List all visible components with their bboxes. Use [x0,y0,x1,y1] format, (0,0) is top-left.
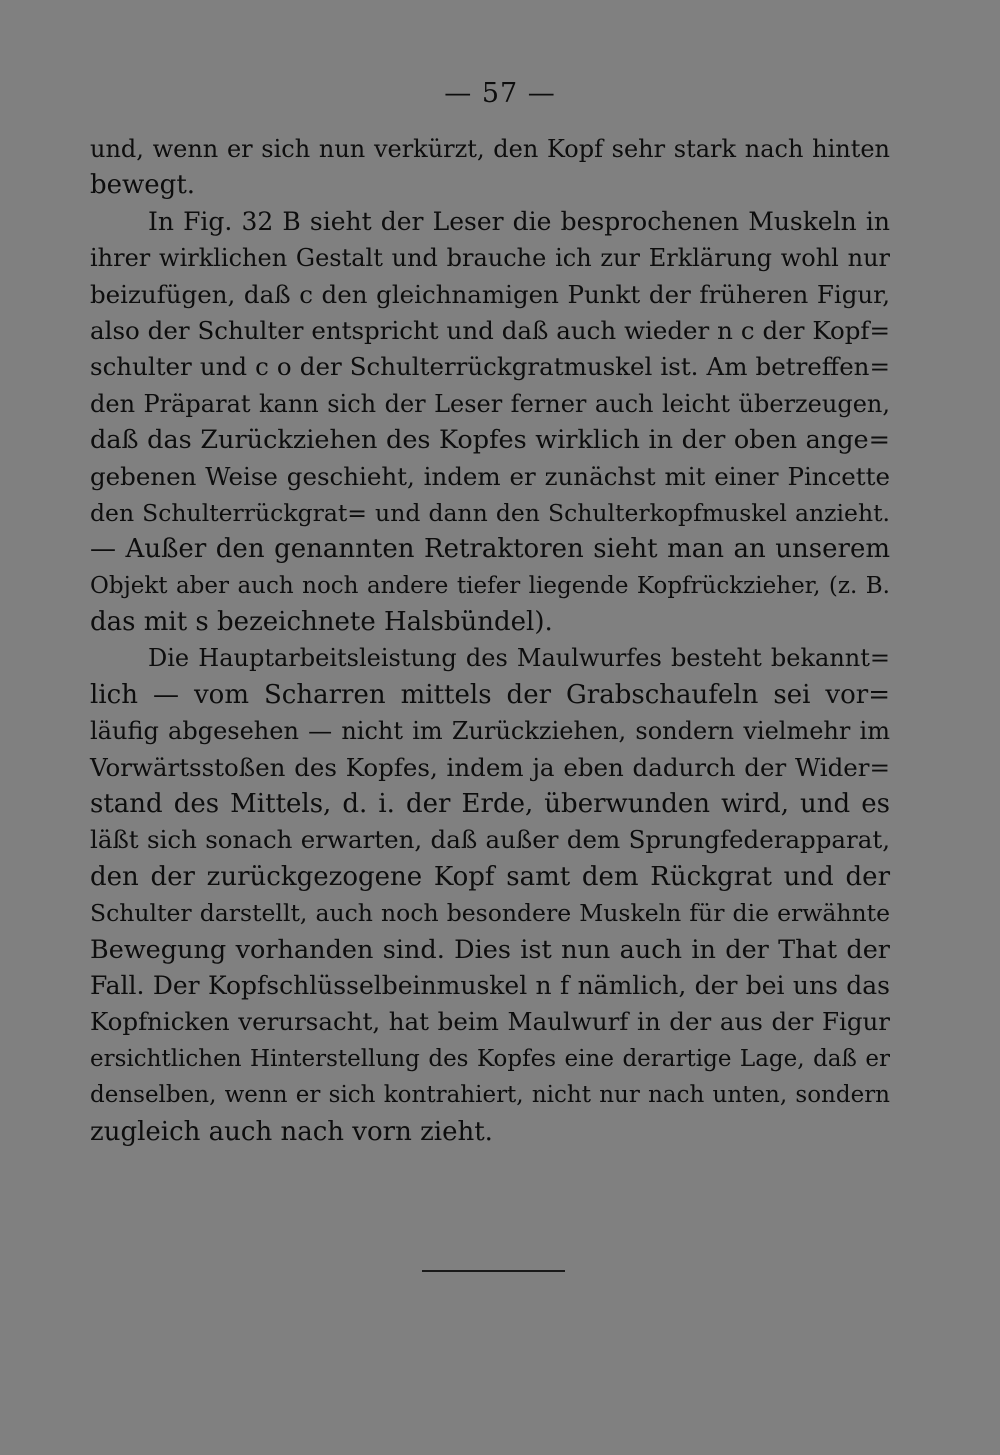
text-line: — Außer den genannten Retraktoren sieht man an unserem [90,534,890,565]
text-line: läufig abgesehen — nicht im Zurückziehen, sondern vielmehr im [90,717,890,746]
text-line: läßt sich sonach erwarten, daß außer dem Sprungfederapparat, [90,825,890,855]
text-line: Schulter darstellt, auch noch besondere Muskeln für die erwähnte [90,899,890,928]
text-line: und, wenn er sich nun verkürzt, den Kopf sehr stark nach hinten [90,135,890,163]
text-line: ihrer wirklichen Gestalt und brauche ich zur Erklärung wohl nur [90,244,890,273]
text-line: zugleich auch nach vorn zieht. [90,1116,493,1147]
text-line: ersichtlichen Hinterstellung des Kopfes eine derartige Lage, daß er [90,1045,890,1072]
text-line: Objekt aber auch noch andere tiefer liegende Kopfrückzieher, (z. B. [90,572,890,599]
text-line: denselben, wenn er sich kontrahiert, nicht nur nach unten, sondern [90,1082,890,1109]
text-line: In Fig. 32 B sieht der Leser die besprochenen Muskeln in [148,206,890,236]
text-line: den Schulterrückgrat= und dann den Schulterkopfmuskel anzieht. [90,498,890,527]
text-line: Vorwärtsstoßen des Kopfes, indem ja eben dadurch der Wider= [90,752,890,782]
text-line: bewegt. [90,170,196,201]
page-number: — 57 — [444,78,556,109]
footer-rule [422,1270,565,1272]
text-line: Kopfnicken verursacht, hat beim Maulwurf in der aus der Figur [90,1007,890,1037]
text-line: stand des Mittels, d. i. der Erde, überwunden wird, und es [90,789,890,820]
text-line: gebenen Weise geschieht, indem er zunächst mit einer Pincette [90,461,890,491]
body-text [90,131,890,1150]
text-line: schulter und c o der Schulterrückgratmuskel ist. Am betreffen= [90,352,890,382]
text-line: beizufügen, daß c den gleichnamigen Punkt der früheren Figur, [90,279,890,309]
text-line: Bewegung vorhanden sind. Dies ist nun auch in der That der [90,934,890,965]
text-line: Die Hauptarbeitsleistung des Maulwurfes besteht bekannt= [148,644,890,673]
text-line: das mit s bezeichnete Halsbündel). [90,607,553,638]
text-line: also der Schulter entspricht und daß auch wieder n c der Kopf= [90,315,890,345]
text-line: lich — vom Scharren mittels der Grabschaufeln sei vor= [90,679,890,710]
text-line: den Präparat kann sich der Leser ferner auch leicht überzeugen, [90,389,890,418]
text-line: Fall. Der Kopfschlüsselbeinmuskel n f nämlich, der bei uns das [90,970,890,1000]
text-line: den der zurückgezogene Kopf samt dem Rückgrat und der [90,861,890,892]
text-line: daß das Zurückziehen des Kopfes wirklich in der oben ange= [90,425,890,456]
